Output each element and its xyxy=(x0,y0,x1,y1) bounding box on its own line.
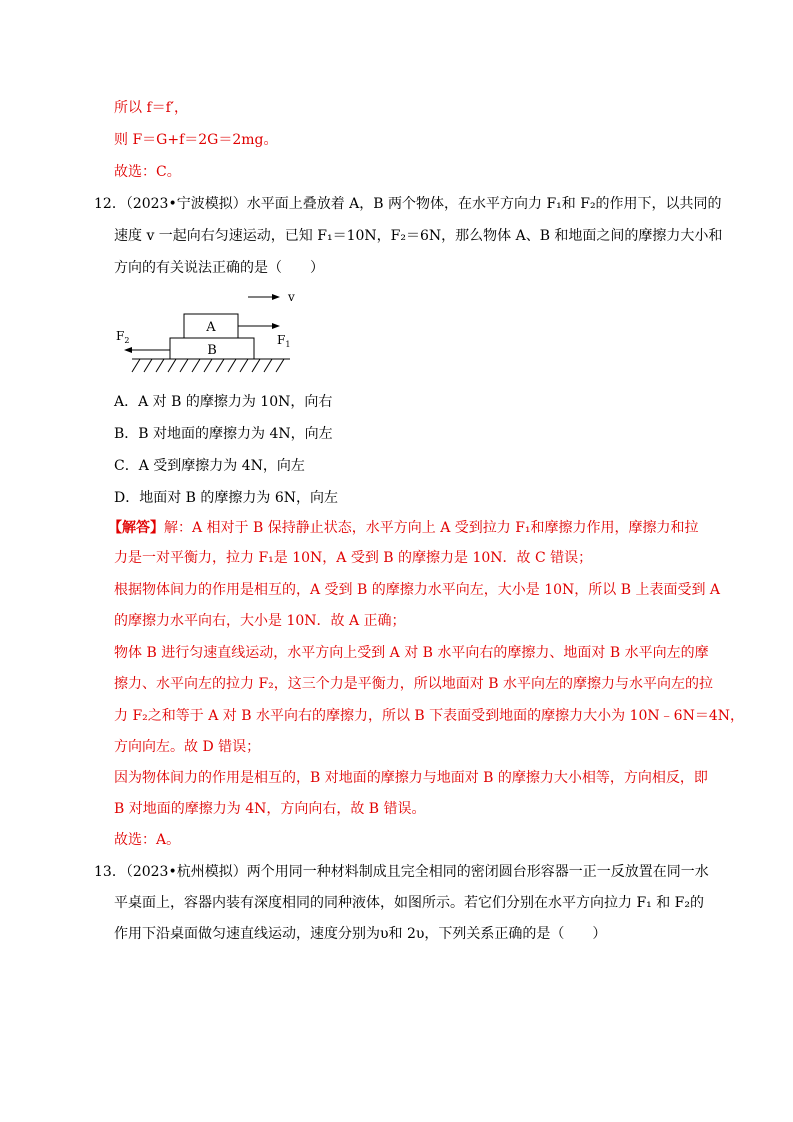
option-d: D．地面对 B 的摩擦力为 6N，向左 xyxy=(114,490,339,506)
answer-line: 物体 B 进行匀速直线运动，水平方向上受到 A 对 B 水平向右的摩擦力、地面对 B 水平向左的摩 xyxy=(114,645,709,661)
answer-line: B 对地面的摩擦力为 4N，方向向右，故 B 错误。 xyxy=(114,801,426,817)
option-c: C．A 受到摩擦力为 4N，向左 xyxy=(114,458,305,474)
q13-stem-line: 作用下沿桌面做匀速直线运动，速度分别为υ和 2υ，下列关系正确的是（ ） xyxy=(114,926,607,942)
answer-line: 故选：C。 xyxy=(114,164,181,180)
q13-stem-line: 13．（2023•杭州模拟）两个用同一种材料制成且完全相同的密闭圆台形容器一正一反放置在同一水 xyxy=(94,864,709,880)
answer-line: 故选：A。 xyxy=(114,832,181,848)
answer-line: 因为物体间力的作用是相互的，B 对地面的摩擦力与地面对 B 的摩擦力大小相等，方向相反，即 xyxy=(114,770,708,786)
option-a: A．A 对 B 的摩擦力为 10N，向右 xyxy=(114,394,333,410)
answer-line: 的摩擦力水平向右，大小是 10N．故 A 正确； xyxy=(114,613,406,629)
block-a-label: A xyxy=(206,320,216,335)
answer-line: 擦力、水平向左的拉力 F₂，这三个力是平衡力，所以地面对 B 水平向左的摩擦力与水平向左的拉 xyxy=(114,676,713,692)
answer-line: 所以 f＝f′， xyxy=(114,100,188,116)
f1-label: $F_1$ xyxy=(277,333,291,349)
f1-arrowhead xyxy=(272,323,280,329)
answer-line: 方向向左。故 D 错误； xyxy=(114,739,261,755)
velocity-arrowhead xyxy=(272,294,280,300)
answer-line: 力是一对平衡力，拉力 F₁是 10N，A 受到 B 的摩擦力是 10N．故 C 错误； xyxy=(114,550,593,566)
q13-stem-line: 平桌面上，容器内装有深度相同的同种液体，如图所示。若它们分别在水平方向拉力 F₁ 和 F₂的 xyxy=(114,895,705,911)
answer-line: 力 F₂之和等于 A 对 B 水平向右的摩擦力，所以 B 下表面受到地面的摩擦力大小为 10N﹣6N＝4N， xyxy=(114,708,744,724)
f2-label: $F_2$ xyxy=(116,329,130,345)
blocks-diagram xyxy=(112,284,312,380)
velocity-label: v xyxy=(288,290,295,304)
q12-stem-line: 方向的有关说法正确的是（ ） xyxy=(114,260,324,276)
block-b-label: B xyxy=(207,343,217,358)
q12-stem-line: 速度 v 一起向右匀速运动，已知 F₁＝10N，F₂＝6N，那么物体 A、B 和地面之间的摩擦力大小和 xyxy=(114,228,723,244)
option-b: B．B 对地面的摩擦力为 4N，向左 xyxy=(114,426,333,442)
f2-arrowhead xyxy=(124,347,132,353)
q12-stem-line: 12．（2023•宁波模拟）水平面上叠放着 A，B 两个物体，在水平方向力 F₁和 F₂的作用下，以共同的 xyxy=(94,196,722,212)
answer-tag: 【解答】 xyxy=(108,520,164,536)
answer-first-line: 【解答】解：A 相对于 B 保持静止状态，水平方向上 A 受到拉力 F₁和摩擦力作用，摩擦力和拉 xyxy=(108,520,699,536)
answer-line: 则 F＝G+f＝2G＝2mg。 xyxy=(114,132,278,148)
answer-line: 根据物体间力的作用是相互的，A 受到 B 的摩擦力水平向左，大小是 10N，所以 B 上表面受到 A xyxy=(114,582,721,598)
ground-hatch xyxy=(132,359,284,372)
